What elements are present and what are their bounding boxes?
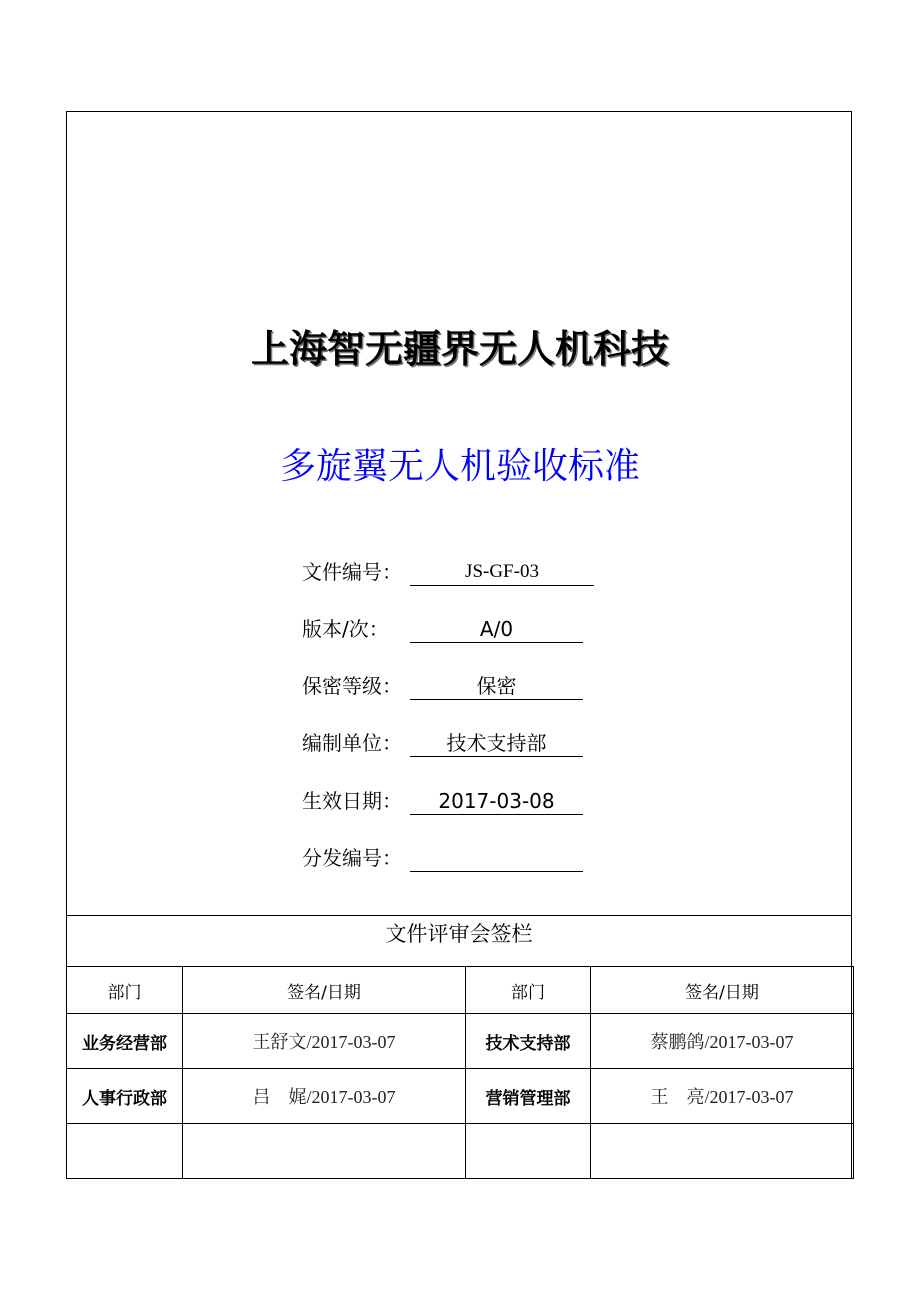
meta-value: JS-GF-03 — [410, 557, 594, 586]
signature-cell: 王 亮/2017-03-07 — [591, 1069, 854, 1124]
signature-cell — [183, 1124, 466, 1179]
department-cell: 技术支持部 — [466, 1014, 591, 1069]
meta-label: 分发编号： — [302, 846, 402, 870]
department-cell: 人事行政部 — [67, 1069, 183, 1124]
meta-label: 文件编号： — [302, 560, 402, 584]
department-cell: 业务经营部 — [67, 1014, 183, 1069]
meta-label: 编制单位： — [302, 731, 402, 755]
meta-label: 生效日期： — [302, 789, 402, 813]
meta-value — [410, 843, 583, 872]
meta-label: 版本/次： — [302, 617, 389, 641]
company-title: 上海智无疆界无人机科技 — [250, 327, 669, 371]
signature-cell: 王舒文/2017-03-07 — [183, 1014, 466, 1069]
table-row — [67, 1014, 854, 1069]
meta-value: A/0 — [410, 614, 583, 643]
table-row — [67, 1069, 854, 1124]
signature-cell: 蔡鹏鸽/2017-03-07 — [591, 1014, 854, 1069]
meta-value: 技术支持部 — [410, 728, 583, 757]
meta-value: 2017-03-08 — [410, 786, 583, 815]
header-cell: 部门 — [466, 967, 591, 1014]
meta-value: 保密 — [410, 671, 583, 700]
review-header-row — [67, 967, 854, 1014]
header-cell: 签名/日期 — [183, 967, 466, 1014]
department-cell — [466, 1124, 591, 1179]
document-title: 多旋翼无人机验收标准 — [279, 446, 640, 487]
department-cell — [67, 1124, 183, 1179]
signature-cell: 吕 娓/2017-03-07 — [183, 1069, 466, 1124]
signature-cell — [591, 1124, 854, 1179]
meta-label: 保密等级： — [302, 674, 402, 698]
header-cell: 部门 — [67, 967, 183, 1014]
review-table — [66, 966, 854, 1179]
department-cell: 营销管理部 — [466, 1069, 591, 1124]
table-row — [67, 1124, 854, 1179]
review-title: 文件评审会签栏 — [66, 915, 852, 967]
header-cell: 签名/日期 — [591, 967, 854, 1014]
